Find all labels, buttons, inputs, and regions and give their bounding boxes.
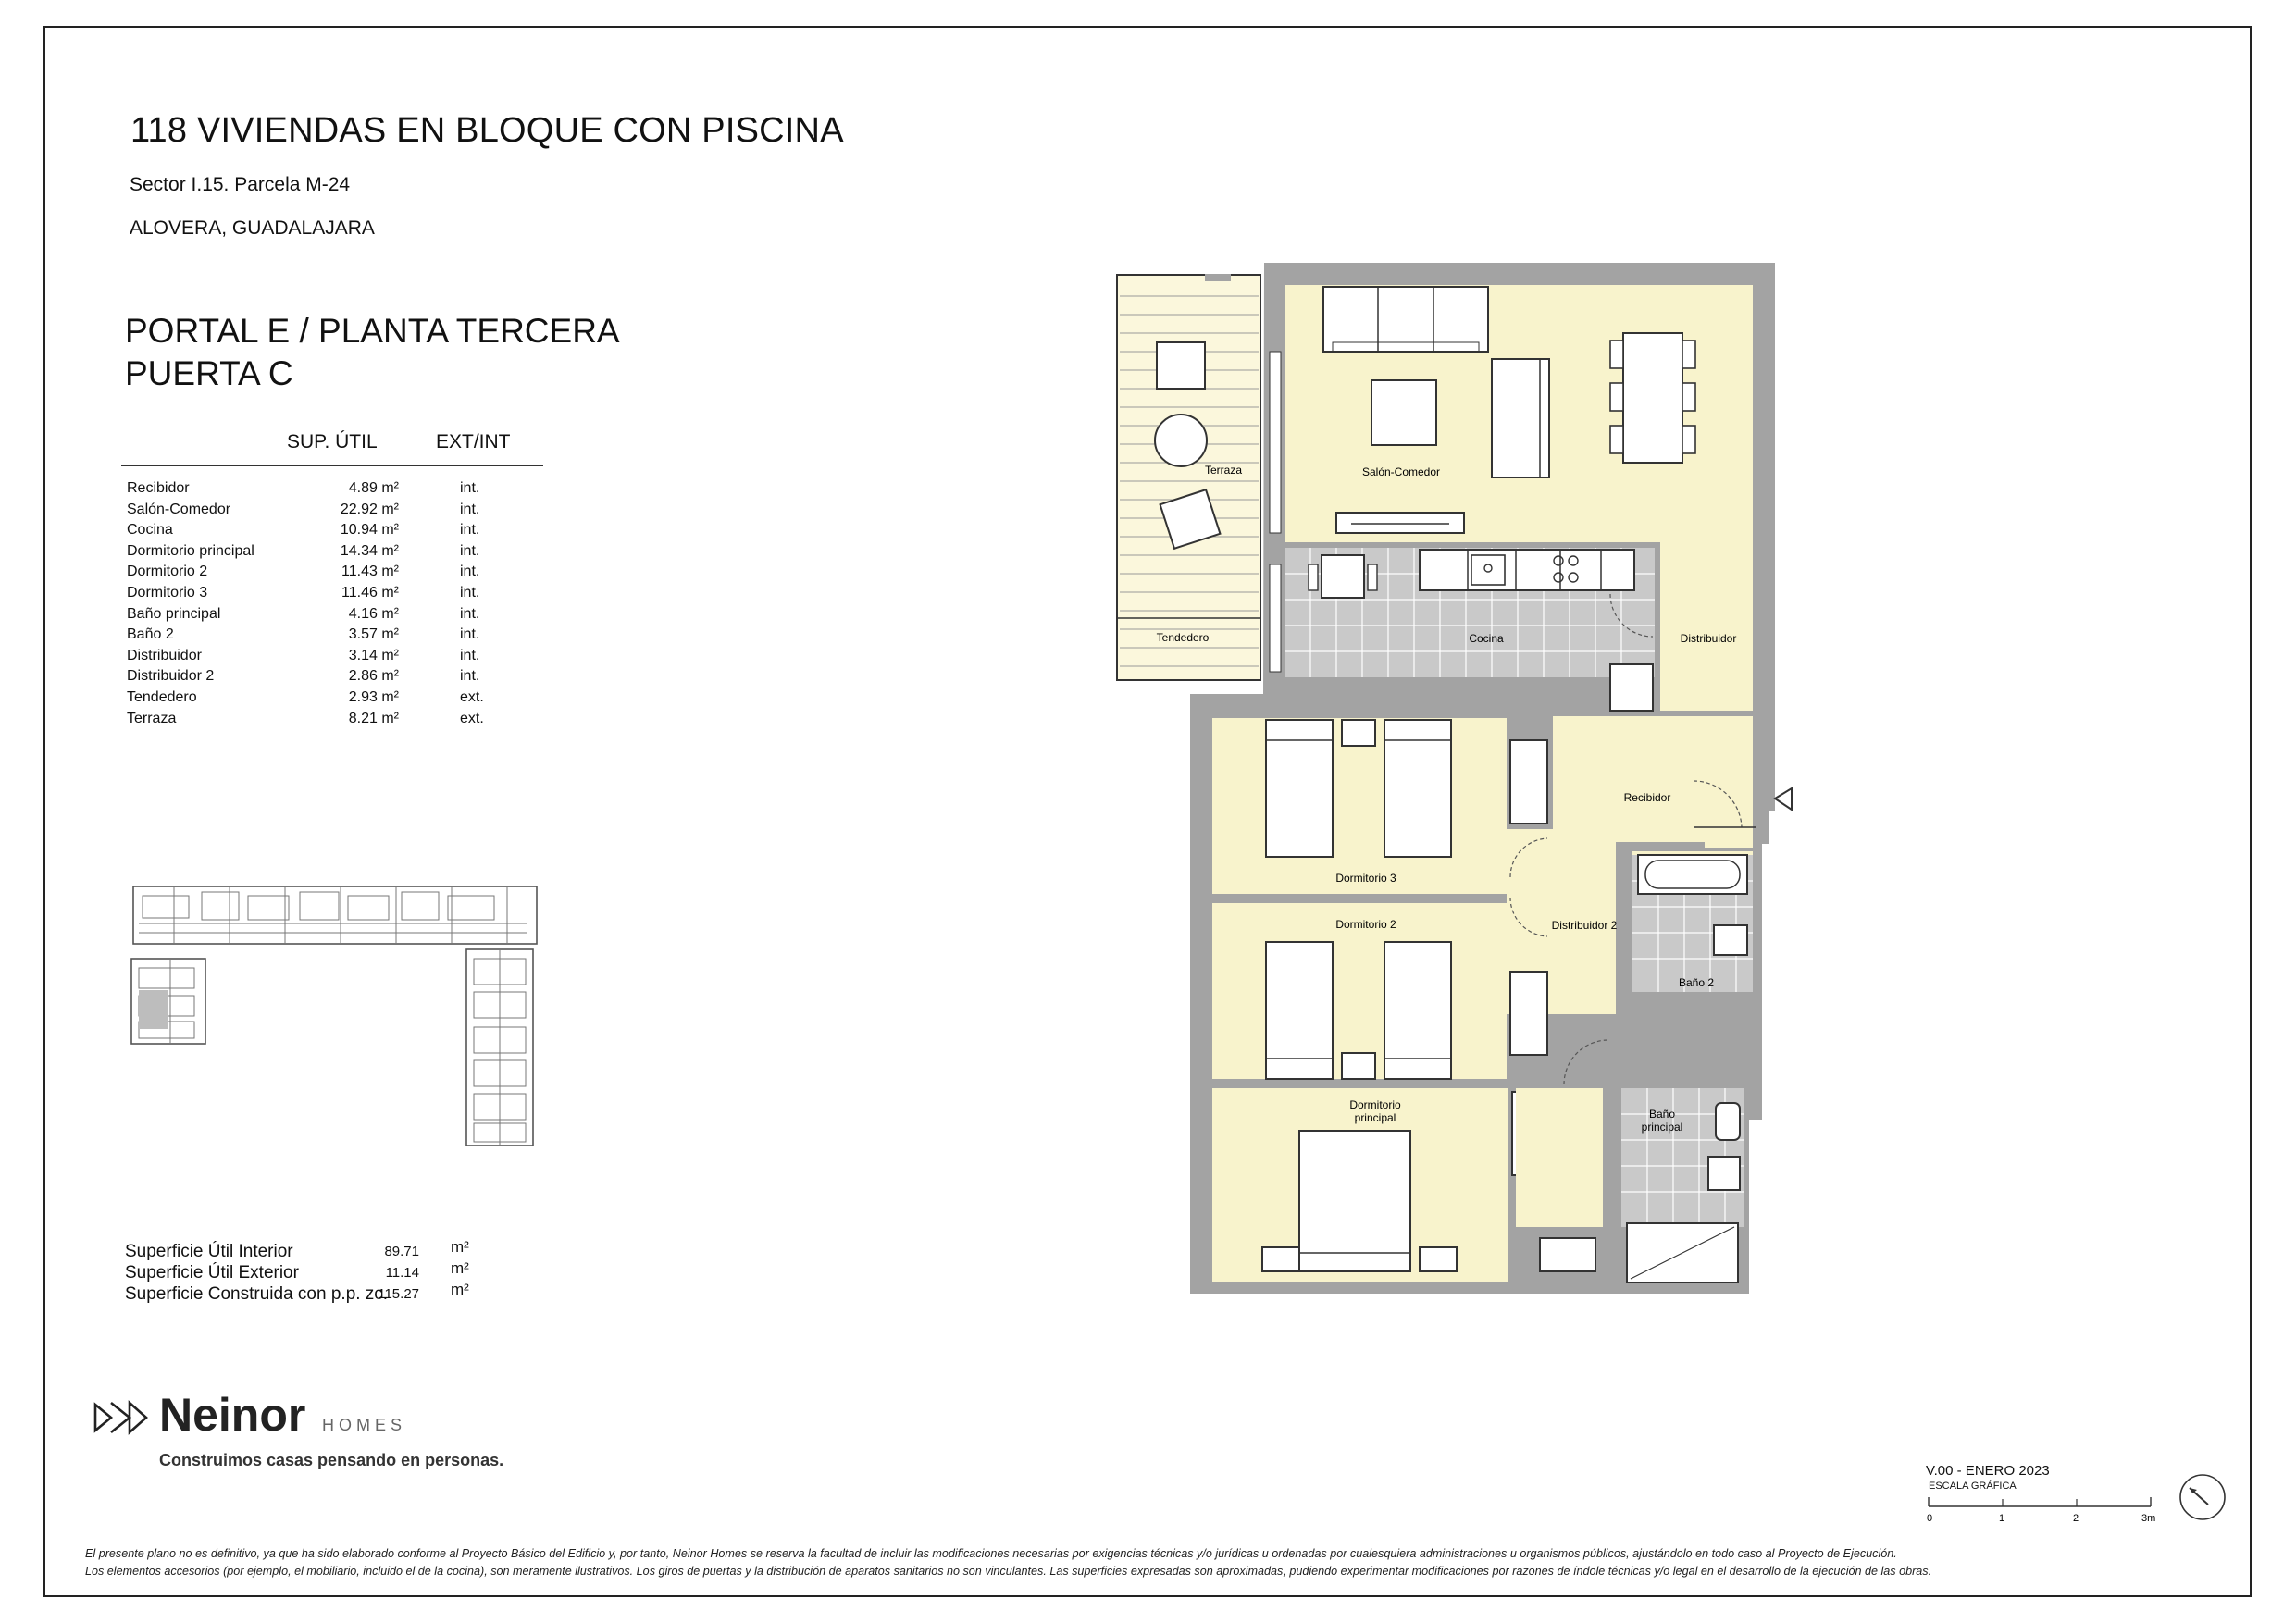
room-type: int.	[460, 501, 480, 517]
room-surface: 3.57 m²	[348, 626, 399, 643]
total-unit: m²	[451, 1281, 469, 1298]
terraza-table	[1155, 415, 1207, 466]
location-text: ALOVERA, GUADALAJARA	[130, 217, 375, 239]
kitchen-counter	[1420, 550, 1634, 590]
room-name: Dormitorio 3	[127, 584, 208, 601]
room-name: Dormitorio 2	[127, 564, 208, 580]
tv-unit	[1336, 513, 1464, 533]
room-type: int.	[460, 605, 480, 622]
neinor-logo	[74, 1379, 533, 1518]
room-type: int.	[460, 668, 480, 685]
neinor-logo-icon	[93, 1397, 150, 1438]
table-row	[127, 689, 525, 711]
room-surface: 11.43 m²	[341, 564, 399, 580]
portal-line: PORTAL E / PLANTA TERCERA	[125, 312, 620, 350]
terraza-area	[1117, 275, 1260, 680]
entrance-arrow-icon	[1775, 788, 1792, 810]
terraza-chair-1	[1157, 342, 1205, 389]
room-name: Baño principal	[127, 605, 221, 622]
table-row	[127, 585, 525, 606]
nightstand-master-1	[1262, 1247, 1299, 1271]
room-name: Recibidor	[127, 480, 190, 496]
project-title: 118 VIVIENDAS EN BLOQUE CON PISCINA	[130, 111, 844, 150]
disclaimer-line-2: Los elementos accesorios (por ejemplo, el mobiliario, incluido el de la cocina), son meramente ilustrativos. Los giros de puertas y la distribución de aparatos sanitarios no son vinculantes. Las superficies expresadas son aproximadas, pudiendo experimentar modificaciones por razones de índole técnicas y/o legal en el desarrollo de la ejecución de las obras.	[85, 1565, 1932, 1578]
room-surface: 22.92 m²	[340, 501, 399, 517]
window-salon-west	[1270, 352, 1281, 533]
wardrobe-master-2	[1540, 1238, 1595, 1271]
key-plan-unit-highlight	[139, 990, 168, 1029]
room-type: ext.	[460, 710, 484, 726]
room-name: Tendedero	[127, 688, 197, 705]
label-distribuidor: Distribuidor	[1680, 632, 1737, 645]
room-type: int.	[460, 522, 480, 539]
table-row	[127, 502, 525, 523]
wardrobe-d3	[1510, 740, 1547, 824]
room-type: int.	[460, 480, 480, 496]
room-type: int.	[460, 542, 480, 559]
room-surface: 2.93 m²	[348, 688, 399, 705]
label-recibidor: Recibidor	[1623, 791, 1671, 804]
table-row	[127, 711, 525, 732]
scale-tick-0: 0	[1927, 1513, 1933, 1524]
total-unit: m²	[451, 1238, 469, 1256]
key-plan	[118, 879, 544, 1157]
total-row	[125, 1259, 495, 1284]
bed-master	[1299, 1131, 1410, 1271]
bano2-sink	[1714, 925, 1747, 955]
room-name: Baño 2	[127, 626, 174, 643]
room-surface: 4.89 m²	[348, 480, 399, 496]
scale-tick-2: 2	[2073, 1513, 2079, 1524]
key-plan-block-north	[133, 886, 537, 944]
room-surface: 10.94 m²	[340, 522, 399, 539]
total-unit: m²	[451, 1259, 469, 1277]
table-row	[127, 522, 525, 543]
toilet-principal	[1716, 1103, 1740, 1140]
logo-homes: HOMES	[322, 1416, 407, 1434]
table-row	[127, 668, 525, 689]
total-value: 115.27	[378, 1286, 419, 1302]
total-label: Superficie Útil Exterior	[125, 1263, 299, 1282]
room-name: Distribuidor 2	[127, 668, 215, 685]
nightstand-d3	[1342, 720, 1375, 746]
label-bano-principal-2: principal	[1641, 1121, 1683, 1134]
room-surface: 8.21 m²	[348, 710, 399, 726]
total-value: 89.71	[384, 1244, 419, 1259]
total-row	[125, 1281, 495, 1306]
kitchen-table	[1322, 555, 1364, 598]
floor-plan-south	[1190, 1084, 1764, 1297]
label-dormitorio-principal-2: principal	[1354, 1111, 1396, 1124]
room-type: int.	[460, 584, 480, 601]
label-bano2: Baño 2	[1678, 976, 1715, 989]
sector-text: Sector I.15. Parcela M-24	[130, 174, 351, 195]
room-name: Dormitorio principal	[127, 542, 254, 559]
recibidor-area	[1553, 716, 1753, 842]
door-line: PUERTA C	[125, 354, 293, 392]
disclaimer-line-1: El presente plano no es definitivo, ya que ha sido elaborado conforme al Proyecto Básico del Edificio y, por tanto, Neinor Homes se reserva la facultad de incluir las modificaciones necesarias por exigencias técnicas y/o jurídicas u ordenadas por cualesquiera administraciones u organismos públicos, ajustándolo en todo caso al Proyecto de Ejecución.	[85, 1547, 1897, 1560]
scale-tick-1: 1	[1999, 1513, 2005, 1524]
terraza-post	[1205, 274, 1231, 281]
total-label: Superficie Útil Interior	[125, 1242, 293, 1261]
appliance	[1610, 664, 1653, 711]
total-row	[125, 1238, 495, 1263]
distribuidor-area	[1660, 542, 1753, 711]
table-row	[127, 480, 525, 502]
room-name: Terraza	[127, 710, 177, 726]
armchair	[1371, 380, 1436, 445]
room-name: Distribuidor	[127, 647, 202, 663]
room-surface: 3.14 m²	[348, 647, 399, 663]
room-name: Salón-Comedor	[127, 501, 231, 517]
table-row	[127, 626, 525, 648]
room-type: int.	[460, 564, 480, 580]
sink-principal	[1708, 1157, 1740, 1190]
dining-table	[1623, 333, 1682, 463]
room-type: ext.	[460, 688, 484, 705]
room-name: Cocina	[127, 522, 173, 539]
room-type: int.	[460, 626, 480, 643]
logo-tagline: Construimos casas pensando en personas.	[159, 1451, 504, 1469]
nightstand-master-2	[1420, 1247, 1457, 1271]
room-surface: 11.46 m²	[341, 584, 399, 601]
table-divider	[121, 465, 543, 466]
label-bano-principal-1: Baño	[1648, 1108, 1676, 1121]
totals-block	[125, 1238, 495, 1306]
label-salon: Salón-Comedor	[1361, 465, 1441, 478]
table-row	[127, 543, 525, 564]
total-label: Superficie Construida con p.p. zc.	[125, 1284, 389, 1304]
label-dormitorio2: Dormitorio 2	[1335, 918, 1396, 931]
surface-table	[127, 480, 525, 731]
unit-heading	[125, 310, 620, 395]
label-tendedero: Tendedero	[1156, 631, 1210, 644]
col-ext-header: EXT/INT	[436, 431, 511, 452]
window-cocina-west	[1270, 564, 1281, 672]
disclaimer	[85, 1545, 2232, 1580]
version-text: V.00 - ENERO 2023	[1926, 1463, 2050, 1479]
label-dormitorio-principal-1: Dormitorio	[1349, 1098, 1401, 1111]
label-cocina: Cocina	[1469, 632, 1504, 645]
logo-brand: Neinor	[159, 1389, 306, 1441]
room-surface: 2.86 m²	[348, 668, 399, 685]
table-row	[127, 564, 525, 585]
table-row	[127, 648, 525, 669]
col-sup-header: SUP. ÚTIL	[287, 431, 378, 452]
total-value: 11.14	[385, 1265, 419, 1281]
north-arrow-icon	[2177, 1471, 2228, 1523]
label-distribuidor2: Distribuidor 2	[1551, 919, 1618, 932]
room-surface: 14.34 m²	[340, 542, 399, 559]
graphic-scale	[1925, 1493, 2166, 1525]
label-terraza: Terraza	[1204, 464, 1243, 477]
scale-tick-3: 3m	[2141, 1513, 2156, 1524]
room-type: int.	[460, 647, 480, 663]
room-surface: 4.16 m²	[348, 605, 399, 622]
label-dormitorio3: Dormitorio 3	[1335, 872, 1396, 885]
table-row	[127, 606, 525, 627]
escala-label: ESCALA GRÁFICA	[1929, 1481, 2017, 1492]
